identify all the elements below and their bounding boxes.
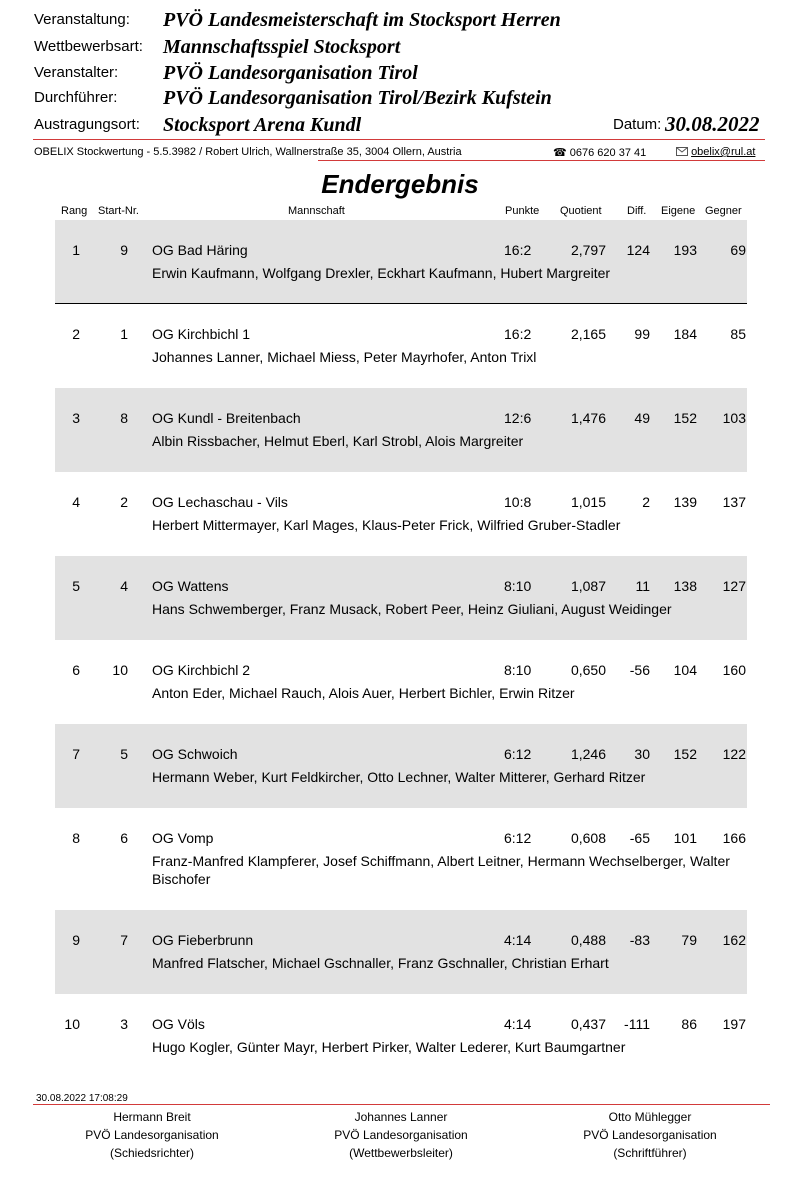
page-title: Endergebnis [321, 169, 479, 199]
rank-cell: 4 [72, 494, 80, 510]
opponent-score-cell: 103 [722, 410, 746, 426]
signature-role: (Schriftführer) [613, 1146, 687, 1160]
own-score-cell: 86 [681, 1016, 697, 1032]
date-value: 30.08.2022 [665, 112, 760, 136]
difference-cell: 2 [642, 494, 650, 510]
opponent-score-cell: 69 [730, 242, 746, 258]
table-row [0, 808, 800, 892]
rank-cell: 7 [72, 746, 80, 762]
own-score-cell: 79 [681, 932, 697, 948]
start-number-cell: 9 [120, 242, 128, 258]
quotient-cell: 1,015 [570, 494, 606, 510]
team-name-cell: OG Kirchbichl 2 [152, 662, 251, 678]
team-members: Hermann Weber, Kurt Feldkircher, Otto Lechner, Walter Mitterer, Gerhard Ritzer [152, 769, 646, 785]
own-score-cell: 193 [673, 242, 697, 258]
difference-cell: 124 [626, 242, 650, 258]
col-gegner: Gegner [705, 205, 742, 217]
difference-cell: -56 [629, 662, 650, 678]
phone-number: 0676 620 37 41 [569, 147, 647, 159]
team-name-cell: OG Schwoich [152, 746, 238, 762]
own-score-cell: 101 [673, 830, 697, 846]
quotient-cell: 2,165 [570, 326, 606, 342]
signature-role: (Schiedsrichter) [109, 1146, 195, 1160]
team-name-cell: OG Bad Häring [152, 242, 248, 258]
quotient-cell: 2,797 [570, 242, 606, 258]
table-row [0, 640, 800, 724]
footer-divider [33, 1104, 770, 1105]
difference-cell: -65 [629, 830, 650, 846]
signature-secretary [540, 1108, 760, 1162]
organizer-value: PVÖ Landesorganisation Tirol [163, 62, 418, 84]
difference-cell: -111 [624, 1016, 650, 1032]
opponent-score-cell: 85 [730, 326, 746, 342]
table-row [0, 724, 800, 808]
signature-org: PVÖ Landesorganisation [334, 1128, 468, 1142]
own-score-cell: 138 [673, 578, 697, 594]
rank-cell: 5 [72, 578, 80, 594]
rank-cell: 6 [72, 662, 80, 678]
rank-cell: 1 [72, 242, 80, 258]
phone-info [553, 146, 646, 159]
date-label: Datum: [613, 116, 662, 133]
quotient-cell: 0,437 [570, 1016, 606, 1032]
points-cell: 8:10 [504, 662, 532, 678]
venue-label: Austragungsort: [34, 116, 140, 133]
signature-name: Hermann Breit [113, 1110, 191, 1124]
quotient-cell: 0,650 [570, 662, 606, 678]
col-punkte: Punkte [505, 205, 540, 217]
team-name-cell: OG Völs [152, 1016, 205, 1032]
col-team: Mannschaft [288, 205, 345, 217]
executor-value: PVÖ Landesorganisation Tirol/Bezirk Kufstein [163, 87, 552, 109]
team-name-cell: OG Kundl - Breitenbach [152, 410, 301, 426]
team-members: Hugo Kogler, Günter Mayr, Herbert Pirker, Walter Lederer, Kurt Baumgartner [152, 1039, 626, 1055]
rank-cell: 3 [72, 410, 80, 426]
points-cell: 4:14 [504, 1016, 532, 1032]
table-row [0, 910, 800, 994]
envelope-icon [676, 147, 688, 156]
event-label: Veranstaltung: [34, 11, 130, 28]
print-timestamp: 30.08.2022 17:08:29 [36, 1093, 128, 1104]
points-cell: 16:2 [504, 242, 532, 258]
quotient-cell: 1,476 [570, 410, 606, 426]
organizer-label: Veranstalter: [34, 64, 119, 81]
start-number-cell: 7 [120, 932, 128, 948]
team-members: Franz-Manfred Klampferer, Josef Schiffmann, Albert Leitner, Hermann Wechselberger, Walter Bischofer [152, 853, 730, 887]
signature-role: (Wettbewerbsleiter) [349, 1146, 453, 1160]
start-number-cell: 5 [120, 746, 128, 762]
table-row [0, 304, 800, 388]
start-number-cell: 10 [112, 662, 128, 678]
executor-label: Durchführer: [34, 89, 118, 106]
difference-cell: -83 [629, 932, 650, 948]
team-name-cell: OG Lechaschau - Vils [152, 494, 288, 510]
team-members: Anton Eder, Michael Rauch, Alois Auer, Herbert Bichler, Erwin Ritzer [152, 685, 575, 701]
team-members: Hans Schwemberger, Franz Musack, Robert Peer, Heinz Giuliani, August Weidinger [152, 601, 672, 617]
rank-cell: 10 [64, 1016, 80, 1032]
team-members: Manfred Flatscher, Michael Gschnaller, Franz Gschnaller, Christian Erhart [152, 955, 609, 971]
team-name-cell: OG Wattens [152, 578, 229, 594]
start-number-cell: 1 [120, 326, 128, 342]
table-row [0, 388, 800, 472]
opponent-score-cell: 160 [722, 662, 746, 678]
signature-org: PVÖ Landesorganisation [85, 1128, 219, 1142]
start-number-cell: 6 [120, 830, 128, 846]
own-score-cell: 152 [673, 746, 697, 762]
difference-cell: 11 [635, 578, 650, 594]
software-info: OBELIX Stockwertung - 5.5.3982 / Robert Ulrich, Wallnerstraße 35, 3004 Ollern, Austria [34, 146, 462, 158]
opponent-score-cell: 127 [722, 578, 746, 594]
difference-cell: 49 [634, 410, 650, 426]
rank-cell: 8 [72, 830, 80, 846]
signature-name: Johannes Lanner [354, 1110, 448, 1124]
own-score-cell: 139 [673, 494, 697, 510]
opponent-score-cell: 162 [722, 932, 746, 948]
own-score-cell: 152 [673, 410, 697, 426]
table-row [0, 556, 800, 640]
competition-type-value: Mannschaftsspiel Stocksport [163, 36, 401, 58]
col-rang: Rang [61, 205, 88, 217]
start-number-cell: 2 [120, 494, 128, 510]
own-score-cell: 104 [673, 662, 697, 678]
col-eigene: Eigene [661, 205, 696, 217]
start-number-cell: 3 [120, 1016, 128, 1032]
table-row [0, 472, 800, 556]
table-row [0, 994, 800, 1078]
rank-cell: 9 [72, 932, 80, 948]
quotient-cell: 0,488 [570, 932, 606, 948]
quotient-cell: 1,087 [570, 578, 606, 594]
points-cell: 12:6 [504, 410, 532, 426]
points-cell: 8:10 [504, 578, 532, 594]
venue-value: Stocksport Arena Kundl [163, 114, 362, 136]
difference-cell: 30 [634, 746, 650, 762]
rank-cell: 2 [72, 326, 80, 342]
team-name-cell: OG Kirchbichl 1 [152, 326, 251, 342]
team-members: Johannes Lanner, Michael Miess, Peter Mayrhofer, Anton Trixl [152, 349, 537, 365]
quotient-cell: 0,608 [570, 830, 606, 846]
start-number-cell: 4 [120, 578, 128, 594]
signature-name: Otto Mühlegger [608, 1110, 692, 1124]
signature-competition-lead [291, 1108, 511, 1162]
team-members: Herbert Mittermayer, Karl Mages, Klaus-Peter Frick, Wilfried Gruber-Stadler [152, 517, 621, 533]
opponent-score-cell: 122 [722, 746, 746, 762]
signature-referee [42, 1108, 262, 1162]
team-members: Erwin Kaufmann, Wolfgang Drexler, Eckhart Kaufmann, Hubert Margreiter [152, 265, 611, 281]
difference-cell: 99 [634, 326, 650, 342]
points-cell: 4:14 [504, 932, 532, 948]
quotient-cell: 1,246 [570, 746, 606, 762]
signature-org: PVÖ Landesorganisation [583, 1128, 717, 1142]
col-start: Start-Nr. [98, 205, 139, 217]
opponent-score-cell: 166 [722, 830, 746, 846]
points-cell: 6:12 [504, 746, 532, 762]
competition-type-label: Wettbewerbsart: [34, 38, 143, 55]
own-score-cell: 184 [673, 326, 697, 342]
opponent-score-cell: 137 [722, 494, 746, 510]
info-divider [318, 160, 765, 161]
col-quotient: Quotient [560, 205, 602, 217]
header-divider [33, 139, 765, 140]
start-number-cell: 8 [120, 410, 128, 426]
team-name-cell: OG Fieberbrunn [152, 932, 254, 948]
table-row [0, 220, 800, 304]
points-cell: 6:12 [504, 830, 532, 846]
event-value: PVÖ Landesmeisterschaft im Stocksport Herren [163, 9, 561, 31]
col-diff: Diff. [627, 205, 647, 217]
phone-icon: ☎ [553, 147, 567, 159]
points-cell: 16:2 [504, 326, 532, 342]
team-members: Albin Rissbacher, Helmut Eberl, Karl Strobl, Alois Margreiter [152, 433, 524, 449]
points-cell: 10:8 [504, 494, 532, 510]
email-link[interactable]: obelix@rul.at [691, 146, 756, 158]
email-info [676, 146, 755, 158]
team-name-cell: OG Vomp [152, 830, 214, 846]
opponent-score-cell: 197 [722, 1016, 746, 1032]
